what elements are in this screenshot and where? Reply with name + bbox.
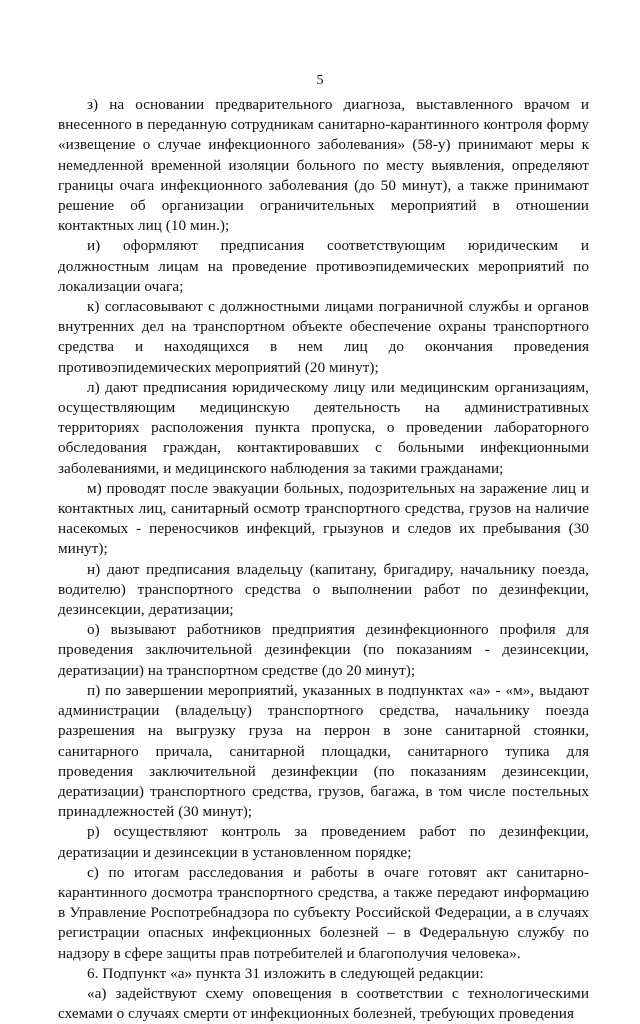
paragraph-l: л) дают предписания юридическому лицу или медицинским организациям, осуществляющим медицинскую деятельность на административных территориях расположения пункта пропуска, о проведении лабораторного обследования граждан, контактировавших с больными инфекционными заболеваниями, и медицинского наблюдения за такими гражданами; bbox=[58, 378, 589, 477]
paragraph-n: н) дают предписания владельцу (капитану, бригадиру, начальнику поезда, водителю) транспортного средства о выполнении работ по дезинфекции, дезинсекции, дератизации; bbox=[58, 560, 589, 619]
paragraph-z: з) на основании предварительного диагноза, выставленного врачом и внесенного в переданную сотрудникам санитарно-карантинного контроля форму «извещение о случае инфекционного заболевания» (58-у) принимают меры к немедленной временной изоляции больного по месту выявления, определяют границы очага инфекционного заболевания (до 50 минут), а также принимают решение об организации ограничительных мероприятий в отношении контактных лиц (10 мин.); bbox=[58, 96, 589, 235]
paragraph-o: о) вызывают работников предприятия дезинфекционного профиля для проведения заключительной дезинфекции (по показаниям - дезинсекции, дератизации) на транспортном средстве (до 20 минут); bbox=[58, 621, 589, 679]
paragraph-r: р) осуществляют контроль за проведением работ по дезинфекции, дератизации и дезинсекции в установленном порядке; bbox=[58, 823, 589, 861]
page-number: 5 bbox=[316, 73, 324, 88]
document-body bbox=[58, 95, 589, 1024]
paragraph-a-new-text: «а) задействуют схему оповещения в соответствии с технологическими схемами о случаях смерти от инфекционных болезней, требующих проведения bbox=[58, 984, 589, 1023]
paragraph-k: к) согласовывают с должностными лицами пограничной службы и органов внутренних дел на транспортном объекте обеспечение охраны транспортного средства и находящихся в нем лиц до окончания проведения противоэпидемических мероприятий (20 минут); bbox=[58, 298, 589, 376]
paragraph-i: и) оформляют предписания соответствующим юридическим и должностным лицам на проведение противоэпидемических мероприятий по локализации очага; bbox=[58, 237, 589, 295]
paragraph-s: с) по итогам расследования и работы в очаге готовят акт санитарно-карантинного досмотра транспортного средства, а также передают информацию в Управление Роспотребнадзора по субъекту Российской Федерации, а в случаях регистрации опасных инфекционных болезней – в Федеральную службу по надзору в сфере защиты прав потребителей и благополучия человека». bbox=[58, 863, 589, 962]
paragraph-p: п) по завершении мероприятий, указанных в подпунктах «а» - «м», выдают администрации (владельцу) транспортного средства, начальнику поезда разрешения на выгрузку груза на перрон в зоне санитарной стоянки, санитарного причала, санитарной площадки, санитарного тупика для проведения заключительной дезинфекции (по показаниям дезинсекции, дератизации) транспортного средства, грузов, багажа, в том числе постельных принадлежностей (30 минут); bbox=[58, 681, 589, 821]
paragraph-item-6: 6. Подпункт «а» пункта 31 изложить в следующей редакции: bbox=[87, 964, 484, 982]
paragraph-m: м) проводят после эвакуации больных, подозрительных на заражение лиц и контактных лиц, санитарный осмотр транспортного средства, грузов на наличие насекомых - переносчиков инфекций, грызунов и следов их пребывания (30 минут); bbox=[58, 479, 589, 558]
